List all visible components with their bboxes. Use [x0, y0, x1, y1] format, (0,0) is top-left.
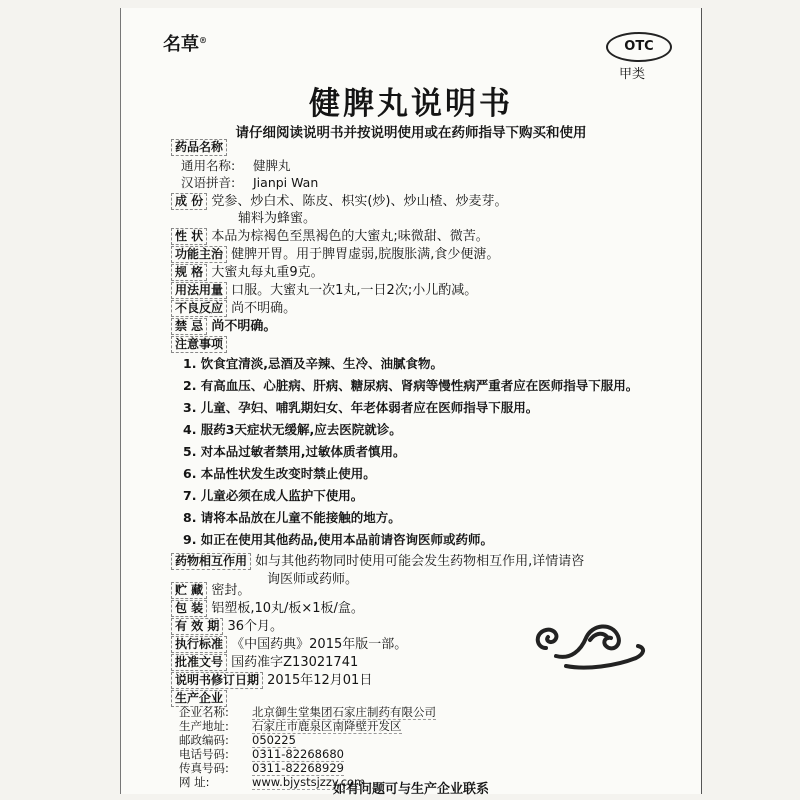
registered-mark: ®	[199, 35, 207, 45]
cloud-ornament-icon	[526, 608, 651, 678]
revision-label: 说明书修订日期	[171, 672, 263, 689]
appearance-value: 本品为棕褐色至黑褐色的大蜜丸;味微甜、微苦。	[211, 229, 489, 244]
appearance-row	[171, 228, 489, 245]
precautions-row	[171, 336, 227, 353]
common-name-value: 健脾丸	[253, 158, 291, 173]
spec-value: 大蜜丸每丸重9克。	[211, 265, 324, 280]
interaction-value: 如与其他药物同时使用可能会发生药物相互作用,详情请咨	[255, 554, 585, 569]
interaction-row-2	[267, 571, 358, 588]
postcode-value: 050225	[252, 733, 296, 747]
otc-class: 甲类	[619, 67, 646, 82]
web-label: 网 址:	[179, 775, 210, 789]
indication-value: 健脾开胃。用于脾胃虚弱,脘腹胀满,食少便溏。	[231, 247, 500, 262]
pinyin-row	[181, 175, 318, 191]
package-row	[171, 600, 364, 617]
appearance-label: 性 状	[171, 228, 207, 245]
adverse-label: 不良反应	[171, 300, 227, 317]
interaction-value-2: 询医师或药师。	[267, 572, 359, 587]
enterprise-name-value: 北京御生堂集团石家庄制药有限公司	[252, 705, 436, 719]
address-row	[179, 720, 402, 734]
enterprise-name-row	[179, 706, 436, 720]
drug-name-label: 药品名称	[171, 139, 227, 156]
approval-row	[171, 654, 358, 671]
precaution-item: 3. 儿童、孕妇、哺乳期妇女、年老体弱者应在医师指导下服用。	[183, 400, 539, 415]
indication-row	[171, 246, 499, 263]
dosage-label: 用法用量	[171, 282, 227, 299]
interaction-row	[171, 553, 584, 570]
precautions-label: 注意事项	[171, 336, 227, 353]
address-value: 石家庄市鹿泉区南降壁开发区	[252, 719, 402, 733]
contraindication-label: 禁 忌	[171, 318, 207, 335]
ingredients-row	[171, 193, 507, 210]
fax-label: 传真号码:	[179, 761, 229, 775]
precaution-item: 6. 本品性状发生改变时禁止使用。	[183, 466, 376, 481]
package-label: 包 装	[171, 600, 207, 617]
storage-row	[171, 582, 250, 599]
ingredients-label: 成 份	[171, 193, 207, 210]
ingredients-value: 党参、炒白术、陈皮、枳实(炒)、炒山楂、炒麦芽。	[211, 194, 508, 209]
web-row	[179, 776, 365, 790]
contraindication-value: 尚不明确。	[211, 319, 277, 334]
precaution-item: 1. 饮食宜清淡,忌酒及辛辣、生冷、油腻食物。	[183, 356, 444, 371]
contraindication-row	[171, 318, 276, 335]
common-name-row	[181, 158, 291, 174]
precaution-item: 8. 请将本品放在儿童不能接触的地方。	[183, 510, 401, 525]
precaution-item: 2. 有高血压、心脏病、肝病、糖尿病、肾病等慢性病严重者应在医师指导下服用。	[183, 378, 639, 393]
spec-row	[171, 264, 324, 281]
dosage-row	[171, 282, 477, 299]
storage-value: 密封。	[211, 583, 251, 598]
otc-badge: OTC	[606, 32, 672, 62]
validity-row	[171, 618, 283, 635]
web-value[interactable]: www.bjystsjzzy.com	[252, 775, 366, 789]
ingredients-row-2	[238, 210, 316, 227]
phone-value: 0311-82268680	[252, 747, 344, 761]
precaution-item: 5. 对本品过敏者禁用,过敏体质者慎用。	[183, 444, 406, 459]
dosage-value: 口服。大蜜丸一次1丸,一日2次;小儿酌减。	[231, 283, 478, 298]
adverse-row	[171, 300, 296, 317]
footer-note: 如有问题可与生产企业联系	[332, 782, 489, 797]
manufacturer-label: 生产企业	[171, 690, 227, 707]
validity-value: 36个月。	[227, 619, 284, 634]
address-label: 生产地址:	[179, 719, 229, 733]
logo-text: 名草	[163, 34, 199, 55]
fax-value: 0311-82268929	[252, 761, 344, 775]
standard-label: 执行标准	[171, 636, 227, 653]
approval-value: 国药准字Z13021741	[231, 655, 359, 670]
enterprise-name-label: 企业名称:	[179, 705, 229, 719]
pinyin-label: 汉语拼音:	[181, 175, 236, 190]
pinyin-value: Jianpi Wan	[253, 175, 319, 190]
precaution-item: 9. 如正在使用其他药品,使用本品前请咨询医师或药师。	[183, 532, 494, 547]
precaution-item: 7. 儿童必须在成人监护下使用。	[183, 488, 364, 503]
document-subtitle: 请仔细阅读说明书并按说明使用或在药师指导下购买和使用	[235, 125, 587, 141]
validity-label: 有 效 期	[171, 618, 223, 635]
adverse-value: 尚不明确。	[231, 301, 297, 316]
spec-label: 规 格	[171, 264, 207, 281]
approval-label: 批准文号	[171, 654, 227, 671]
brand-logo	[163, 30, 207, 56]
revision-row	[171, 672, 372, 689]
standard-row	[171, 636, 407, 653]
standard-value: 《中国药典》2015年版一部。	[231, 637, 408, 652]
phone-row	[179, 748, 344, 762]
revision-value: 2015年12月01日	[267, 673, 373, 688]
storage-label: 贮 藏	[171, 582, 207, 599]
document-title: 健脾丸说明书	[309, 86, 513, 122]
postcode-row	[179, 734, 296, 748]
package-value: 铝塑板,10丸/板×1板/盒。	[211, 601, 364, 616]
phone-label: 电话号码:	[179, 747, 229, 761]
drug-name-row	[171, 139, 227, 156]
ingredients-value-2: 辅料为蜂蜜。	[238, 211, 317, 226]
fax-row	[179, 762, 344, 776]
interaction-label: 药物相互作用	[171, 553, 251, 570]
common-name-label: 通用名称:	[181, 158, 236, 173]
precaution-item: 4. 服药3天症状无缓解,应去医院就诊。	[183, 422, 402, 437]
leaflet-sheet	[120, 8, 702, 797]
postcode-label: 邮政编码:	[179, 733, 229, 747]
indication-label: 功能主治	[171, 246, 227, 263]
